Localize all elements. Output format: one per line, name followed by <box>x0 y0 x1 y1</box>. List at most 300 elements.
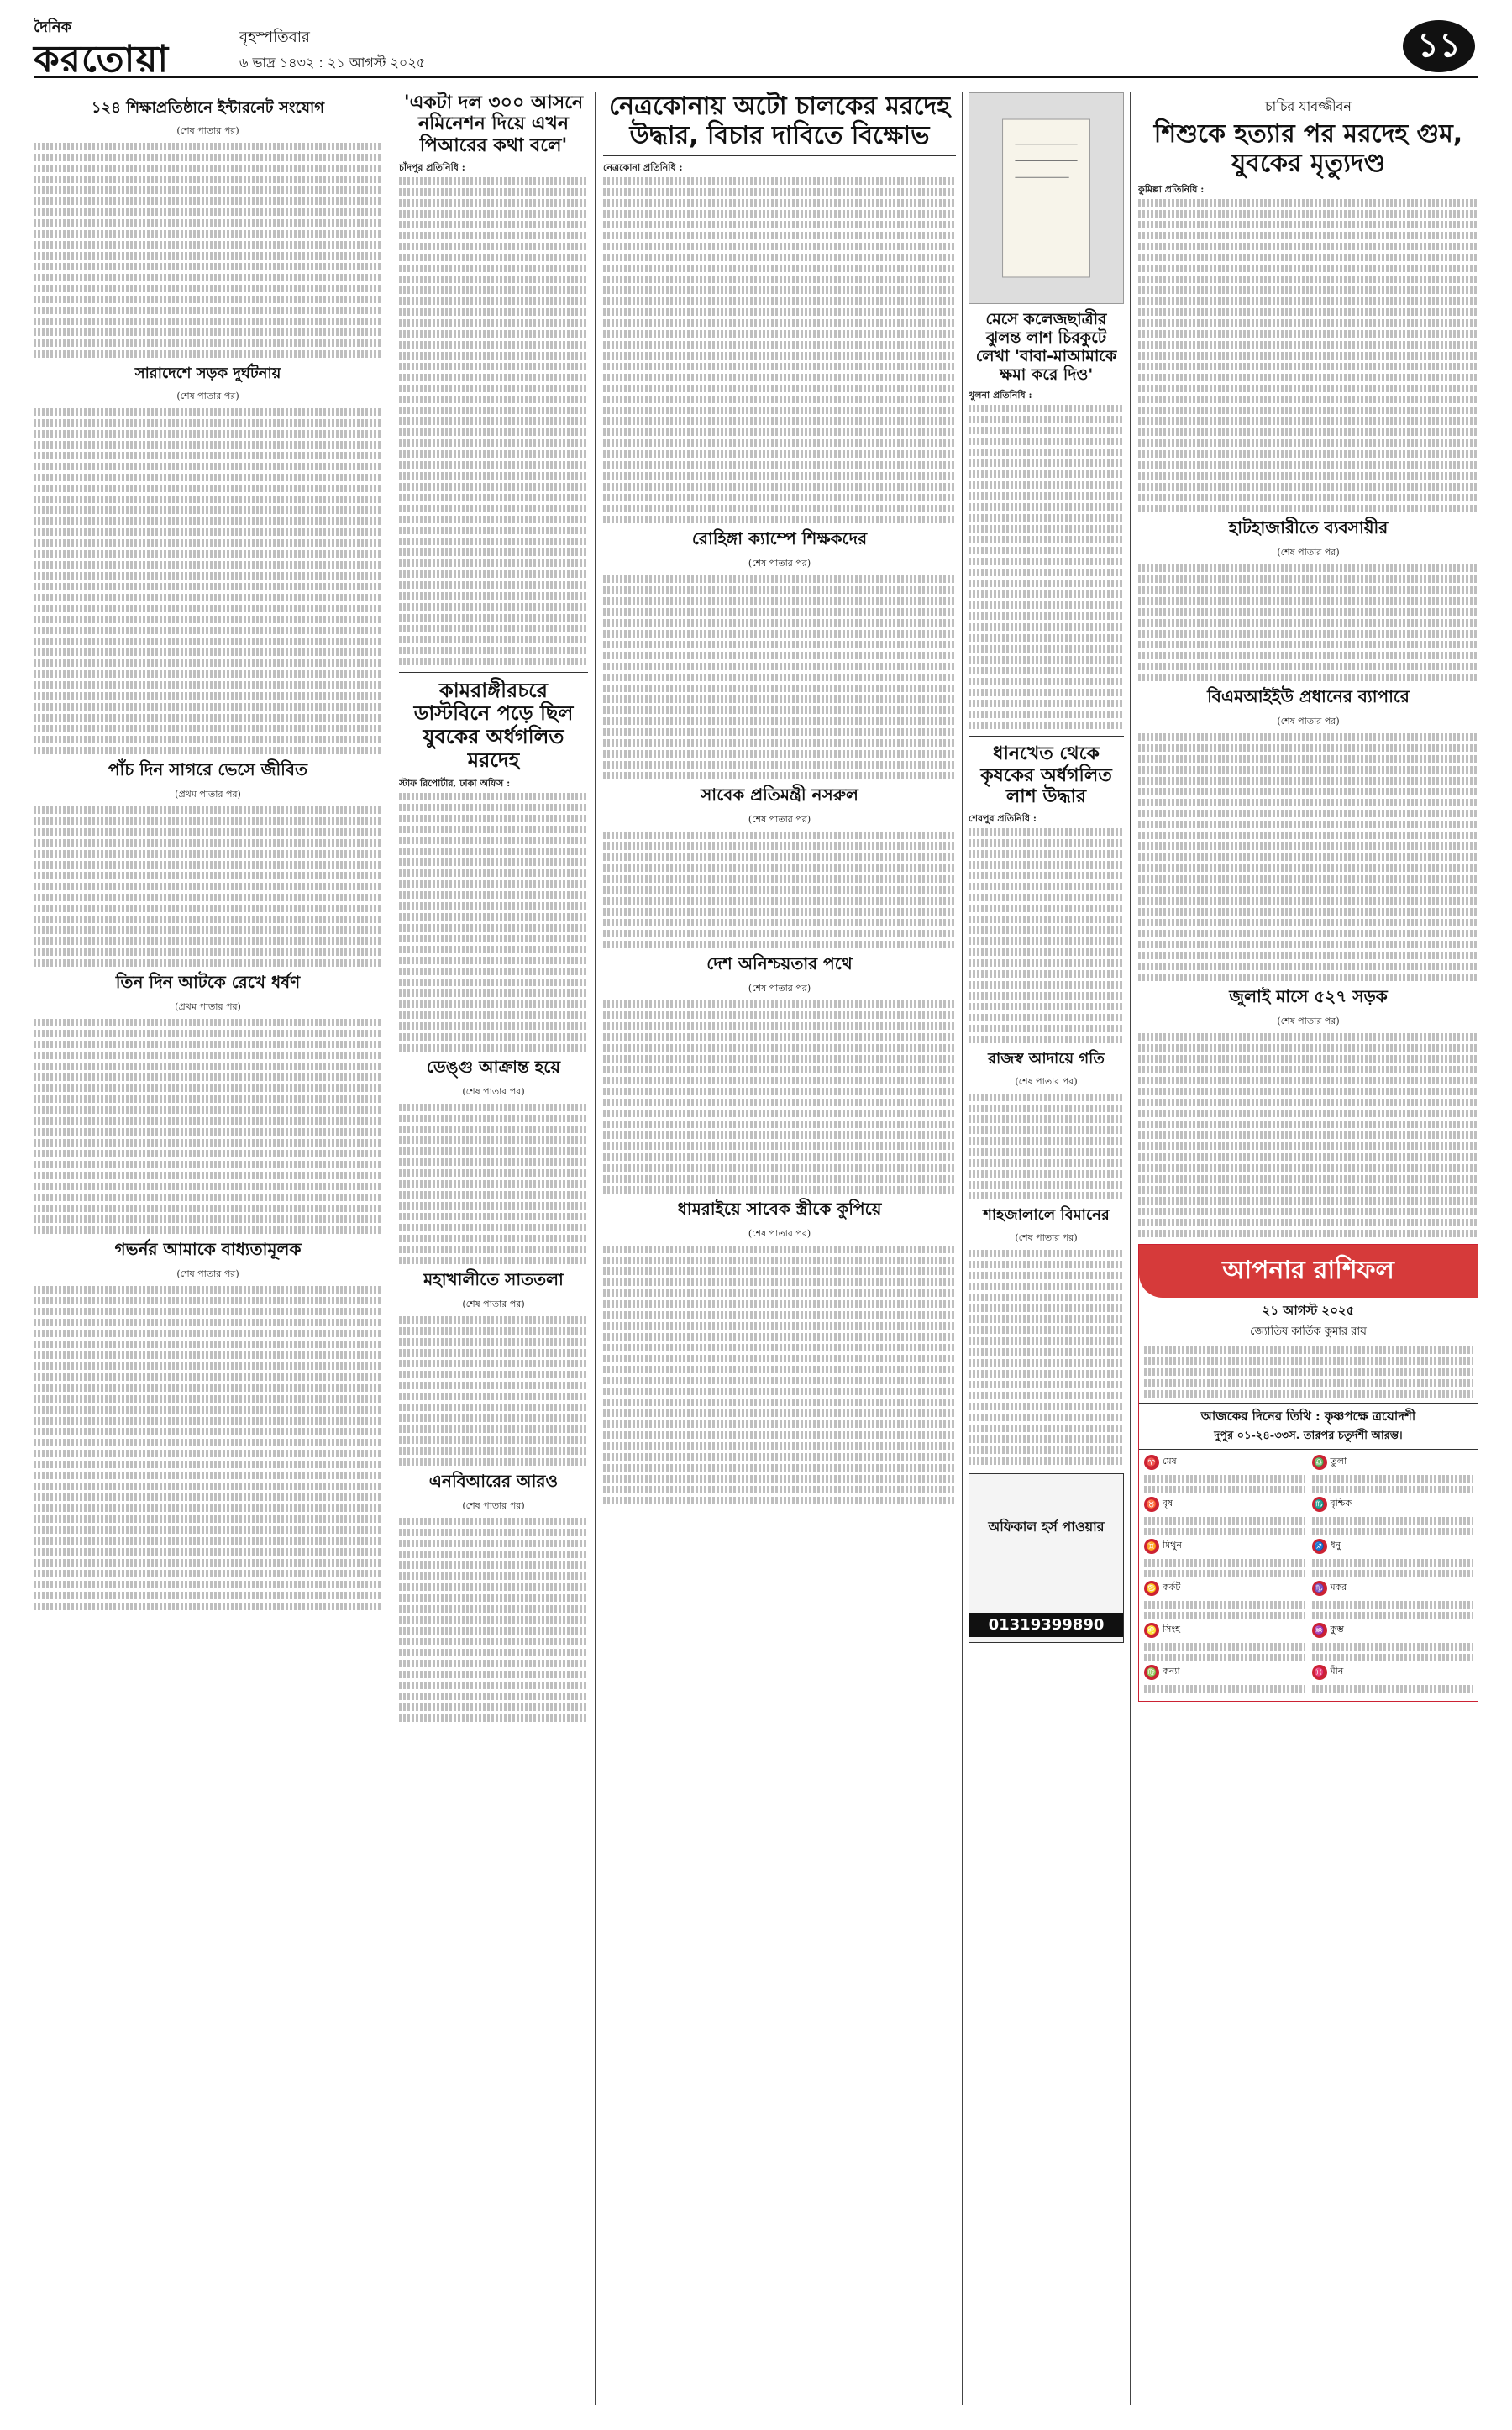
horoscope-title: আপনার রাশিফল <box>1139 1245 1478 1298</box>
text-line <box>603 417 956 425</box>
text-line <box>1138 810 1478 817</box>
text-line <box>1138 276 1478 283</box>
text-line <box>603 221 956 228</box>
text-line <box>34 1450 382 1457</box>
text-line <box>969 1094 1124 1101</box>
text-line <box>399 1627 588 1635</box>
text-line <box>399 1682 588 1689</box>
continued-label: (শেষ পাতার পর) <box>462 1086 525 1098</box>
text-line <box>399 177 588 185</box>
continued-label: (শেষ পাতার পর) <box>462 1500 525 1512</box>
text-line <box>969 992 1124 1000</box>
text-line <box>399 603 588 611</box>
headline-uncertainty: দেশ অনিশ্চয়তার পথে <box>706 953 853 974</box>
text-line <box>1138 766 1478 774</box>
text-line <box>969 667 1124 674</box>
text-line <box>34 208 382 216</box>
text-line <box>603 428 956 436</box>
text-line <box>1138 1110 1478 1117</box>
text-line <box>399 880 588 888</box>
text-line <box>603 341 956 349</box>
text-line <box>1144 1475 1305 1483</box>
text-line <box>34 1084 382 1092</box>
newspaper-logo <box>34 15 227 81</box>
text-line <box>399 1136 588 1144</box>
text-line <box>1144 1379 1473 1387</box>
article-body <box>969 1094 1124 1199</box>
text-line <box>34 241 382 249</box>
date-label: ৬ ভাদ্র ১৪৩২ : ২১ আগস্ট ২০২৫ <box>239 55 426 71</box>
text-line <box>34 572 382 580</box>
headline-bmiu: বিএমআইইউ প্রধানের ব্যাপারে <box>1207 686 1410 706</box>
logo-small-text: দৈনিক <box>34 18 72 36</box>
text-line <box>1312 1601 1473 1609</box>
column-divider <box>962 92 963 2405</box>
text-line <box>399 1561 588 1569</box>
text-line <box>399 352 588 360</box>
virgo-icon: ♍ <box>1144 1665 1159 1680</box>
text-line <box>603 188 956 196</box>
text-line <box>34 485 382 492</box>
text-line <box>603 450 956 458</box>
horoscope-row <box>1312 1497 1473 1512</box>
text-line <box>399 341 588 349</box>
text-line <box>399 407 588 414</box>
byline: শেরপুর প্রতিনিধি : <box>969 813 1037 825</box>
text-line <box>1138 1131 1478 1139</box>
sign-name: সিংহ <box>1163 1624 1180 1635</box>
article-body <box>603 832 956 948</box>
text-line <box>969 1148 1124 1156</box>
text-line <box>399 924 588 932</box>
text-line <box>399 461 588 469</box>
text-line <box>1138 505 1478 512</box>
text-line <box>34 1461 382 1468</box>
text-line <box>1138 265 1478 272</box>
text-line <box>399 265 588 272</box>
text-line <box>34 1330 382 1337</box>
text-line <box>969 427 1124 434</box>
text-line <box>969 634 1124 642</box>
text-line <box>1138 630 1478 638</box>
continued-label: (প্রথম পাতার পর) <box>175 1001 241 1012</box>
text-line <box>34 154 382 161</box>
text-line <box>969 1337 1124 1345</box>
headline-netrokona: নেত্রকোনায় অটো চালকের মরদেহ উদ্ধার, বিচার দাবিতে বিক্ষোভ <box>603 92 956 156</box>
text-line <box>34 926 382 934</box>
text-line <box>34 230 382 238</box>
text-line <box>1138 1164 1478 1172</box>
text-line <box>969 1435 1124 1443</box>
text-line <box>399 1649 588 1656</box>
text-line <box>34 1308 382 1315</box>
text-line <box>969 689 1124 696</box>
text-line <box>603 1088 956 1095</box>
text-line <box>399 1540 588 1547</box>
text-line <box>1312 1486 1473 1493</box>
text-line <box>399 1224 588 1231</box>
text-line <box>1138 363 1478 370</box>
aries-icon: ♈ <box>1144 1455 1159 1470</box>
text-line <box>603 685 956 692</box>
text-line <box>603 1066 956 1073</box>
text-line <box>399 1583 588 1591</box>
text-line <box>399 902 588 910</box>
text-line <box>969 536 1124 543</box>
text-line <box>34 1019 382 1026</box>
text-line <box>603 1142 956 1150</box>
text-line <box>1138 1088 1478 1095</box>
text-line <box>399 625 588 632</box>
column-5 <box>1138 92 1478 2405</box>
text-line <box>399 559 588 567</box>
horoscope-column-left <box>1144 1455 1305 1696</box>
sign-name: কর্কট <box>1163 1582 1181 1593</box>
text-line <box>399 450 588 458</box>
text-line <box>399 276 588 283</box>
text-line <box>969 601 1124 609</box>
text-line <box>603 717 956 725</box>
horoscope-row <box>1312 1623 1473 1638</box>
text-line <box>399 199 588 207</box>
text-line <box>399 417 588 425</box>
kicker: চাচির যাবজ্জীবন <box>1265 98 1352 114</box>
text-line <box>399 1316 588 1324</box>
text-line <box>603 663 956 670</box>
text-line <box>969 839 1124 847</box>
text-line <box>969 1457 1124 1465</box>
text-line <box>399 1191 588 1199</box>
scorpio-icon: ♏ <box>1312 1497 1327 1512</box>
text-line <box>603 630 956 638</box>
column-divider <box>1130 92 1131 2405</box>
text-line <box>969 1170 1124 1178</box>
sign-name: বৃশ্চিক <box>1330 1498 1352 1509</box>
text-line <box>603 1475 956 1483</box>
text-line <box>603 1055 956 1063</box>
text-line <box>969 1126 1124 1134</box>
text-line <box>399 957 588 964</box>
headline-shahjalal: শাহজালালে বিমানের <box>983 1206 1110 1225</box>
text-line <box>34 1581 382 1588</box>
text-line <box>1144 1685 1305 1693</box>
text-line <box>603 1464 956 1472</box>
text-line <box>34 186 382 194</box>
text-line <box>603 1442 956 1450</box>
text-line <box>399 548 588 556</box>
text-line <box>399 1447 588 1455</box>
text-line <box>34 605 382 612</box>
text-line <box>34 747 382 754</box>
text-line <box>603 1164 956 1172</box>
text-line <box>34 1139 382 1147</box>
text-line <box>1138 1197 1478 1205</box>
sign-name: কুম্ভ <box>1330 1624 1344 1635</box>
text-line <box>969 926 1124 934</box>
text-line <box>603 483 956 491</box>
text-line <box>34 1041 382 1048</box>
text-line <box>603 1186 956 1194</box>
text-line <box>969 959 1124 967</box>
text-line <box>969 1381 1124 1388</box>
text-line <box>969 1003 1124 1010</box>
continued-label: (শেষ পাতার পর) <box>1277 547 1340 558</box>
text-line <box>603 1431 956 1439</box>
text-line <box>34 296 382 303</box>
text-line <box>399 297 588 305</box>
text-line <box>34 916 382 923</box>
text-line <box>399 1572 588 1580</box>
text-line <box>399 1404 588 1411</box>
text-line <box>399 1349 588 1357</box>
text-line <box>1138 1208 1478 1215</box>
text-line <box>1144 1601 1305 1609</box>
text-line <box>603 1420 956 1428</box>
text-line <box>603 461 956 469</box>
leo-icon: ♌ <box>1144 1623 1159 1638</box>
text-line <box>1144 1517 1305 1525</box>
text-line <box>399 1104 588 1111</box>
ad-phone: 01319399890 <box>969 1613 1123 1637</box>
text-line <box>399 804 588 811</box>
text-line <box>399 396 588 403</box>
article-body <box>399 793 588 1052</box>
text-line <box>1138 483 1478 491</box>
headline-farmer-body: ধানখেত থেকে কৃষকের অর্ধগলিত লাশ উদ্ধার <box>980 743 1112 807</box>
text-line <box>969 1250 1124 1257</box>
text-line <box>1138 674 1478 681</box>
cancer-icon: ♋ <box>1144 1581 1159 1596</box>
headline-kamrangirchar: কামরাঙ্গীরচরে ডাস্টবিনে পড়ে ছিল যুবকের অর্ধগলিত মরদেহ <box>413 678 574 772</box>
text-line <box>969 623 1124 631</box>
text-line <box>969 916 1124 923</box>
headline-dengue: ডেঙ্গু আক্রান্ত হয়ে <box>426 1057 561 1078</box>
text-line <box>34 165 382 172</box>
text-line <box>34 307 382 314</box>
text-line <box>603 864 956 872</box>
text-line <box>1138 1153 1478 1161</box>
text-line <box>399 505 588 512</box>
text-line <box>603 494 956 501</box>
text-line <box>399 837 588 844</box>
text-line <box>34 1483 382 1490</box>
continued-label: (প্রথম পাতার পর) <box>175 789 241 800</box>
text-line <box>969 1283 1124 1290</box>
text-line <box>34 883 382 890</box>
text-line <box>1138 963 1478 970</box>
text-line <box>399 472 588 480</box>
text-line <box>399 1213 588 1220</box>
text-line <box>34 176 382 183</box>
sign-name: মীন <box>1330 1666 1344 1677</box>
text-line <box>1138 1175 1478 1183</box>
text-line <box>399 232 588 239</box>
text-line <box>969 503 1124 511</box>
text-line <box>603 575 956 583</box>
horoscope-row <box>1144 1623 1305 1638</box>
text-line <box>34 806 382 814</box>
text-line <box>603 652 956 659</box>
text-line <box>34 872 382 879</box>
text-line <box>1138 341 1478 349</box>
text-line <box>603 265 956 272</box>
column-1 <box>34 92 382 2405</box>
text-line <box>1138 788 1478 795</box>
text-line <box>1138 461 1478 469</box>
text-line <box>399 647 588 654</box>
text-line <box>34 1297 382 1304</box>
text-line <box>603 330 956 338</box>
text-line <box>399 1158 588 1166</box>
text-line <box>34 408 382 416</box>
text-line <box>603 1153 956 1161</box>
text-line <box>1138 832 1478 839</box>
tithi-box <box>1139 1403 1478 1450</box>
article-body <box>1138 199 1478 512</box>
horoscope-row <box>1312 1665 1473 1680</box>
text-line <box>969 580 1124 587</box>
horoscope-row <box>1312 1455 1473 1470</box>
headline-internet: ১২৪ শিক্ষাপ্রতিষ্ঠানে ইন্টারনেট সংযোগ <box>91 99 325 117</box>
text-line <box>969 558 1124 565</box>
horoscope-row <box>1144 1665 1305 1680</box>
text-line <box>603 908 956 916</box>
text-line <box>399 658 588 665</box>
text-line <box>1138 254 1478 261</box>
text-line <box>969 1294 1124 1301</box>
text-line <box>399 913 588 921</box>
text-line <box>399 848 588 855</box>
text-line <box>969 525 1124 533</box>
text-line <box>1138 597 1478 605</box>
continued-label: (শেষ পাতার পর) <box>748 983 811 994</box>
text-line <box>1138 755 1478 763</box>
continued-label: (শেষ পাতার পর) <box>748 814 811 825</box>
article-body <box>34 143 382 358</box>
text-line <box>1312 1643 1473 1651</box>
text-line <box>603 1077 956 1084</box>
capricorn-icon: ♑ <box>1312 1581 1327 1596</box>
text-line <box>34 1493 382 1501</box>
text-line <box>969 905 1124 912</box>
text-line <box>1138 1186 1478 1194</box>
text-line <box>603 941 956 948</box>
text-line <box>34 681 382 689</box>
continued-label: (শেষ পাতার পর) <box>176 1268 239 1279</box>
text-line <box>1144 1486 1305 1493</box>
masthead <box>34 15 1478 81</box>
continued-label: (শেষ পাতার পর) <box>1277 1016 1340 1026</box>
text-line <box>969 1370 1124 1378</box>
text-line <box>1138 1033 1478 1041</box>
text-line <box>34 252 382 260</box>
text-line <box>399 1529 588 1536</box>
text-line <box>603 1044 956 1052</box>
text-line <box>399 869 588 877</box>
continued-label: (শেষ পাতার পর) <box>748 558 811 569</box>
text-line <box>969 612 1124 620</box>
article-body <box>1138 564 1478 681</box>
text-line <box>399 1594 588 1602</box>
text-line <box>603 516 956 523</box>
text-line <box>399 636 588 643</box>
text-line <box>1138 352 1478 360</box>
text-line <box>399 1638 588 1645</box>
text-line <box>1138 221 1478 228</box>
horoscope-row <box>1144 1581 1305 1596</box>
horoscope-row <box>1312 1581 1473 1596</box>
text-line <box>603 1311 956 1319</box>
text-line <box>1138 941 1478 948</box>
page-number: ১১ <box>1403 20 1475 72</box>
text-line <box>603 750 956 758</box>
horoscope-row <box>1144 1455 1305 1470</box>
text-line <box>34 328 382 336</box>
text-line <box>603 254 956 261</box>
text-line <box>34 1515 382 1523</box>
text-line <box>603 674 956 681</box>
text-line <box>399 439 588 447</box>
text-line <box>399 1235 588 1242</box>
text-line <box>969 970 1124 978</box>
sign-name: বৃষ <box>1163 1498 1173 1509</box>
horoscope-row <box>1144 1497 1305 1512</box>
text-line <box>34 1362 382 1370</box>
text-line <box>34 274 382 281</box>
text-line <box>1144 1559 1305 1567</box>
article-body <box>603 177 956 523</box>
text-line <box>1138 875 1478 883</box>
text-line <box>1138 1066 1478 1073</box>
text-line <box>1138 407 1478 414</box>
text-line <box>399 1693 588 1700</box>
text-line <box>399 1382 588 1389</box>
text-line <box>1138 308 1478 316</box>
text-line <box>969 711 1124 718</box>
text-line <box>603 739 956 747</box>
text-line <box>34 1161 382 1168</box>
text-line <box>603 319 956 327</box>
text-line <box>603 641 956 648</box>
continued-label: (শেষ পাতার পর) <box>176 391 239 402</box>
text-line <box>399 1327 588 1335</box>
article-body <box>399 1316 588 1466</box>
text-line <box>34 648 382 656</box>
headline-nasrul: সাবেক প্রতিমন্ত্রী নসরুল <box>701 785 858 805</box>
text-line <box>34 692 382 700</box>
headline-governor: গভর্নর আমাকে বাধ্যতামূলক <box>114 1239 302 1259</box>
sign-name: মিথুন <box>1163 1540 1182 1551</box>
text-line <box>603 1011 956 1019</box>
gemini-icon: ♊ <box>1144 1539 1159 1554</box>
text-line <box>969 656 1124 664</box>
sagittarius-icon: ♐ <box>1312 1539 1327 1554</box>
text-line <box>34 1406 382 1414</box>
text-line <box>399 1393 588 1400</box>
text-line <box>603 897 956 905</box>
text-line <box>34 894 382 901</box>
text-line <box>603 363 956 370</box>
text-line <box>34 959 382 967</box>
text-line <box>399 1518 588 1525</box>
text-line <box>969 438 1124 445</box>
text-line <box>1144 1528 1305 1535</box>
text-line <box>34 1194 382 1201</box>
text-line <box>1312 1517 1473 1525</box>
text-line <box>603 919 956 926</box>
text-line <box>1138 799 1478 806</box>
text-line <box>603 199 956 207</box>
